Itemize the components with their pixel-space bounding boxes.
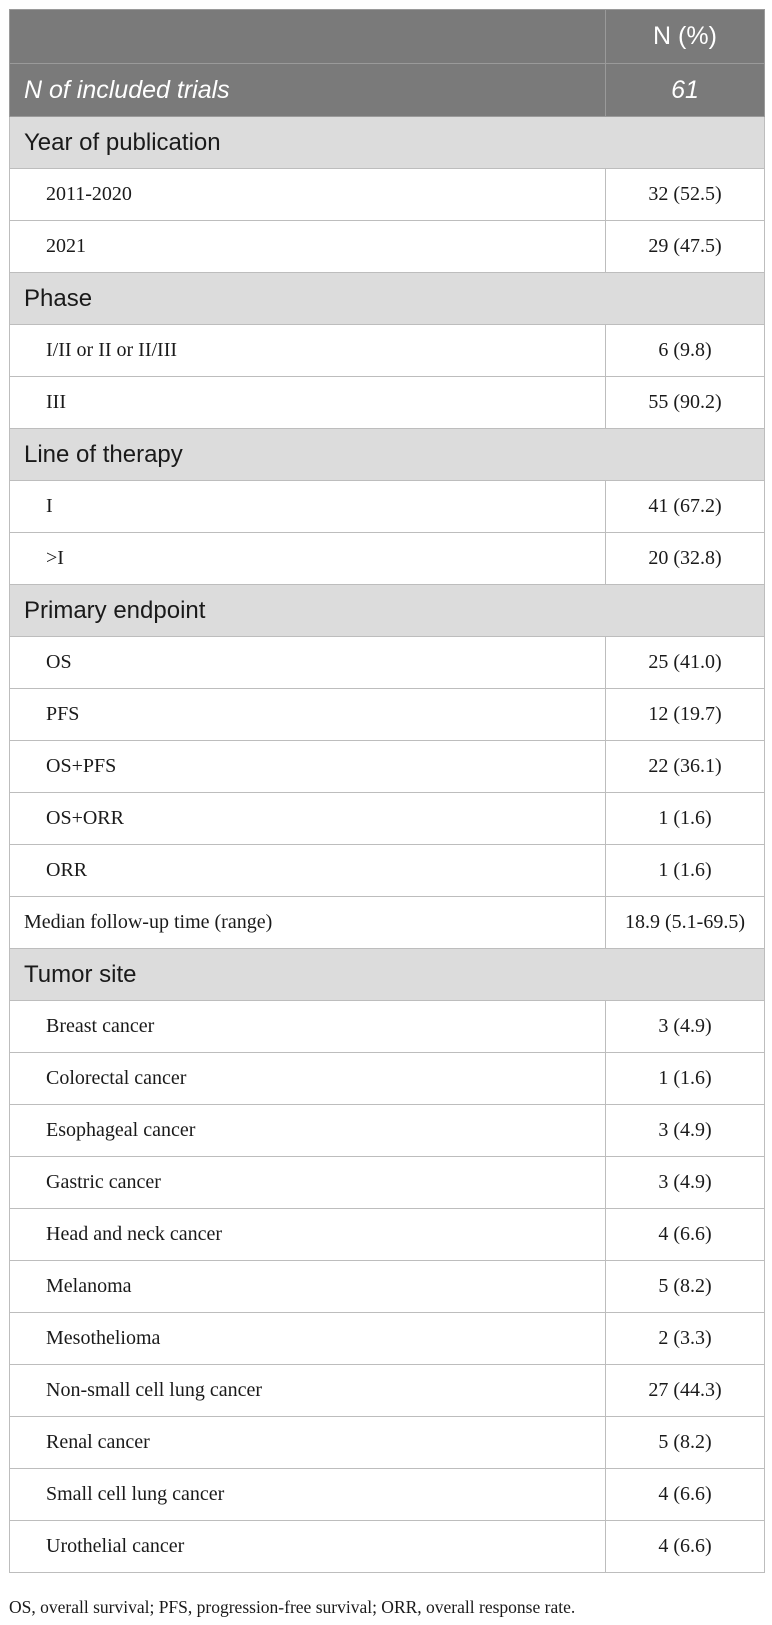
row-value: 18.9 (5.1-69.5) [606, 897, 765, 949]
row-value: 29 (47.5) [606, 221, 765, 273]
section-header-label: Line of therapy [10, 429, 765, 481]
table-row [10, 689, 765, 741]
row-label: OS [10, 637, 606, 689]
included-trials-value: 61 [606, 64, 765, 117]
row-value: 25 (41.0) [606, 637, 765, 689]
section-header-label: Primary endpoint [10, 585, 765, 637]
included-trials-label: N of included trials [10, 64, 606, 117]
table-footnote: OS, overall survival; PFS, progression-free survival; ORR, overall response rate. [9, 1597, 576, 1617]
row-value: 12 (19.7) [606, 689, 765, 741]
row-value: 22 (36.1) [606, 741, 765, 793]
table-row [10, 1313, 765, 1365]
section-header-row [10, 585, 765, 637]
row-value: 5 (8.2) [606, 1417, 765, 1469]
row-label: III [10, 377, 606, 429]
table-row [10, 793, 765, 845]
table-row [10, 377, 765, 429]
section-header-label: Tumor site [10, 949, 765, 1001]
table-row [10, 533, 765, 585]
row-label: Esophageal cancer [10, 1105, 606, 1157]
row-value: 27 (44.3) [606, 1365, 765, 1417]
header-row-total [10, 64, 765, 117]
row-value: 3 (4.9) [606, 1105, 765, 1157]
row-label: Median follow-up time (range) [10, 897, 606, 949]
row-label: I [10, 481, 606, 533]
row-value: 5 (8.2) [606, 1261, 765, 1313]
section-header-row [10, 273, 765, 325]
row-label: Breast cancer [10, 1001, 606, 1053]
row-value: 41 (67.2) [606, 481, 765, 533]
table-row [10, 1521, 765, 1573]
row-label: Colorectal cancer [10, 1053, 606, 1105]
row-label: Head and neck cancer [10, 1209, 606, 1261]
table-row [10, 169, 765, 221]
row-value: 32 (52.5) [606, 169, 765, 221]
table-row [10, 1469, 765, 1521]
row-label: I/II or II or II/III [10, 325, 606, 377]
table-row [10, 221, 765, 273]
row-label: Urothelial cancer [10, 1521, 606, 1573]
row-label: ORR [10, 845, 606, 897]
header-percent-label: N (%) [606, 10, 765, 64]
row-label: Non-small cell lung cancer [10, 1365, 606, 1417]
row-label: Gastric cancer [10, 1157, 606, 1209]
section-header-label: Year of publication [10, 117, 765, 169]
row-label: OS+ORR [10, 793, 606, 845]
row-label: Renal cancer [10, 1417, 606, 1469]
table-row [10, 1053, 765, 1105]
row-value: 2 (3.3) [606, 1313, 765, 1365]
table-row [10, 741, 765, 793]
table-body [10, 10, 765, 1573]
row-value: 55 (90.2) [606, 377, 765, 429]
table-row [10, 1261, 765, 1313]
row-value: 1 (1.6) [606, 1053, 765, 1105]
row-value: 1 (1.6) [606, 793, 765, 845]
row-label: 2021 [10, 221, 606, 273]
row-label: Small cell lung cancer [10, 1469, 606, 1521]
row-value: 4 (6.6) [606, 1209, 765, 1261]
characteristics-table [9, 9, 765, 1573]
section-header-row [10, 429, 765, 481]
row-value: 3 (4.9) [606, 1157, 765, 1209]
header-blank-cell [10, 10, 606, 64]
row-label: >I [10, 533, 606, 585]
row-label: Mesothelioma [10, 1313, 606, 1365]
row-label: OS+PFS [10, 741, 606, 793]
table-row [10, 1001, 765, 1053]
row-value: 1 (1.6) [606, 845, 765, 897]
row-label: 2011-2020 [10, 169, 606, 221]
table-row [10, 1365, 765, 1417]
row-value: 3 (4.9) [606, 1001, 765, 1053]
table-row [10, 325, 765, 377]
row-value: 20 (32.8) [606, 533, 765, 585]
header-row-columns [10, 10, 765, 64]
table-row [10, 637, 765, 689]
section-header-label: Phase [10, 273, 765, 325]
table-row [10, 845, 765, 897]
row-value: 6 (9.8) [606, 325, 765, 377]
row-value: 4 (6.6) [606, 1469, 765, 1521]
row-label: PFS [10, 689, 606, 741]
table-row [10, 481, 765, 533]
table-row [10, 1209, 765, 1261]
section-header-row [10, 117, 765, 169]
table-row [10, 897, 765, 949]
row-value: 4 (6.6) [606, 1521, 765, 1573]
characteristics-table-container [9, 9, 764, 1573]
table-row [10, 1105, 765, 1157]
table-row [10, 1157, 765, 1209]
row-label: Melanoma [10, 1261, 606, 1313]
section-header-row [10, 949, 765, 1001]
table-row [10, 1417, 765, 1469]
